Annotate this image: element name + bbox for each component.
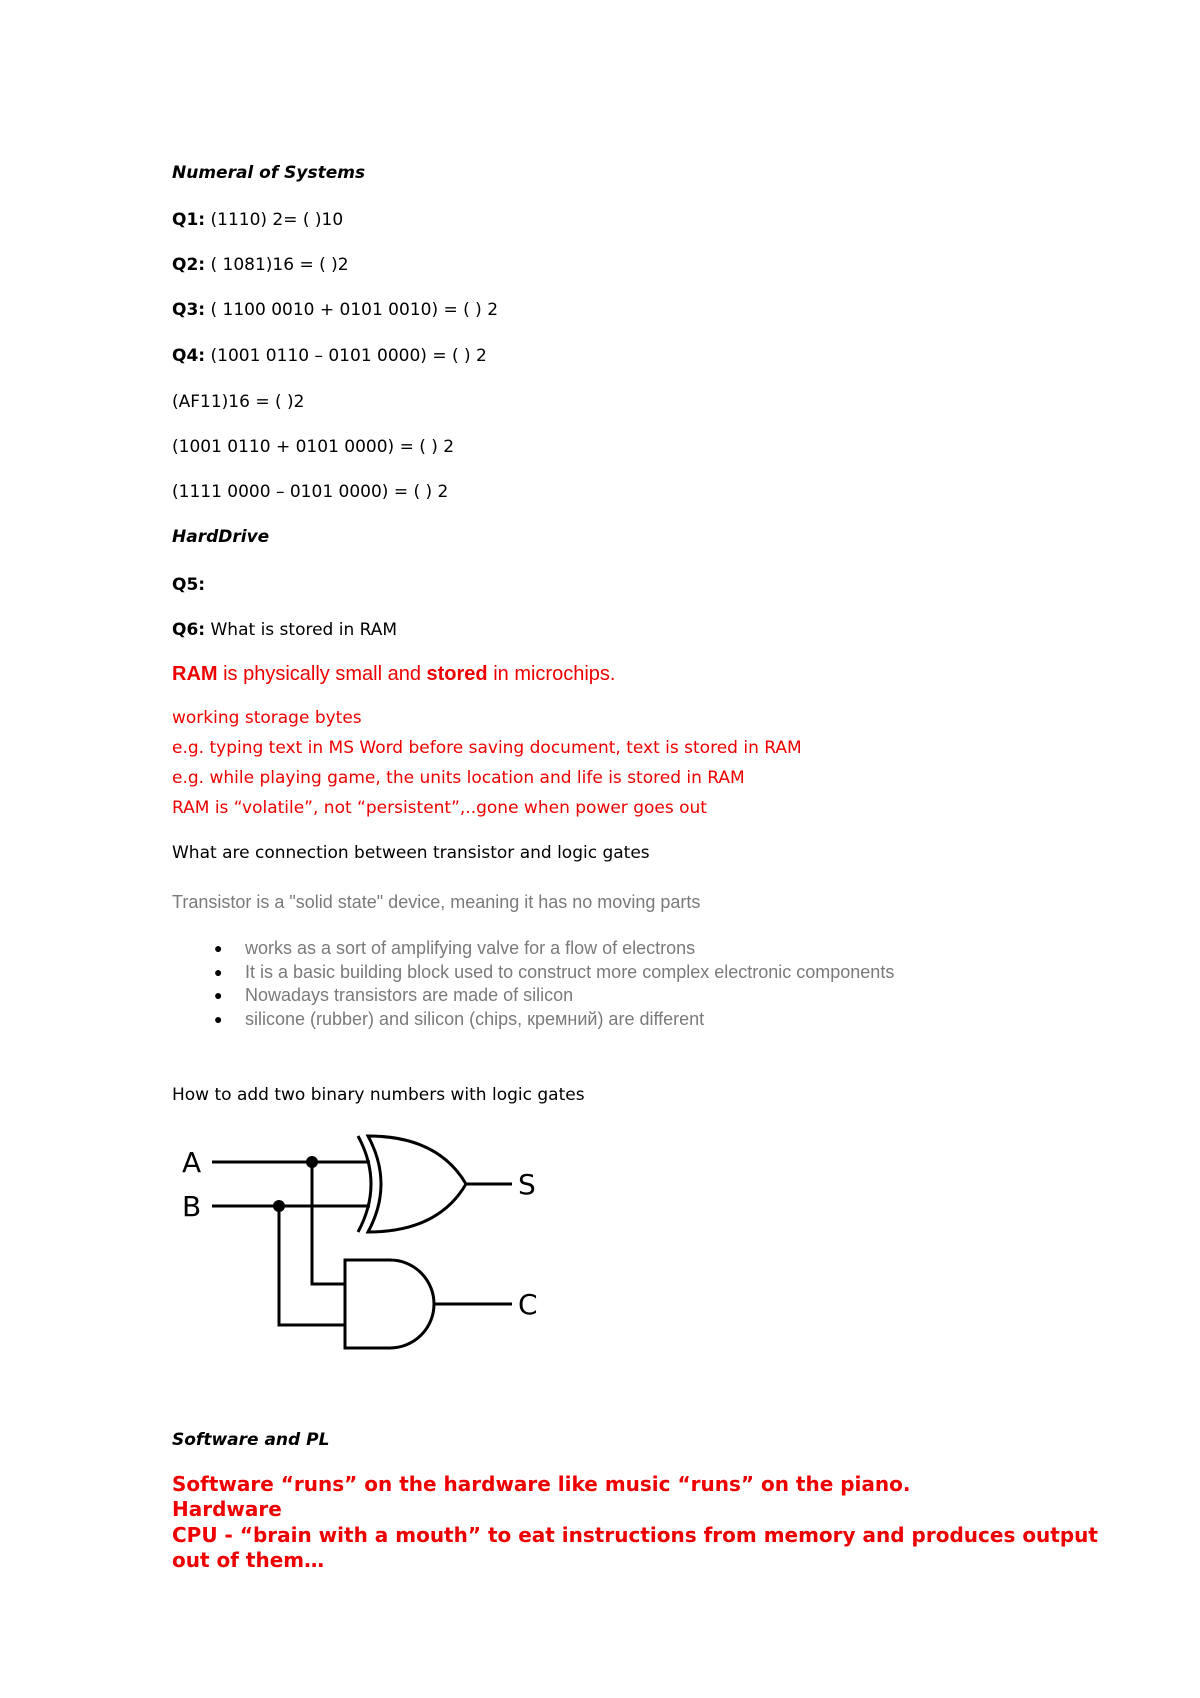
list-item xyxy=(172,961,894,985)
bullet-icon: ● xyxy=(214,987,223,1003)
label-b: B xyxy=(182,1190,202,1223)
bullet-text: It is a basic building block used to construct more complex electronic components xyxy=(245,961,895,982)
ram-line-4: RAM is “volatile”, not “persistent”,..gone when power goes out xyxy=(172,798,707,818)
label-s: S xyxy=(518,1168,536,1201)
bullet-text: silicone (rubber) and silicon (chips, кремний) are different xyxy=(245,1008,705,1029)
q4-label: Q4: xyxy=(172,346,206,366)
ram-line-2: e.g. typing text in MS Word before saving document, text is stored in RAM xyxy=(172,738,802,758)
software-line-1: Software “runs” on the hardware like music “runs” on the piano. xyxy=(172,1472,911,1496)
list-item xyxy=(172,937,894,961)
ram-word: RAM xyxy=(172,663,218,685)
xor-gate xyxy=(368,1136,466,1232)
software-line-2: Hardware xyxy=(172,1497,282,1521)
ram-text-1: is physically small and xyxy=(217,663,427,685)
bullet-icon: ● xyxy=(214,940,223,956)
q6-label: Q6: xyxy=(172,620,206,640)
question-q3 xyxy=(172,300,498,320)
q4-text: (1001 0110 – 0101 0000) = ( ) 2 xyxy=(205,346,487,366)
bullet-icon: ● xyxy=(214,1010,223,1027)
half-adder-diagram xyxy=(170,1120,550,1360)
stored-word: stored xyxy=(426,663,488,685)
q1-text: (1110) 2= ( )10 xyxy=(205,210,344,230)
expr-sub: (1111 0000 – 0101 0000) = ( ) 2 xyxy=(172,482,449,502)
transistor-question: What are connection between transistor and logic gates xyxy=(172,843,650,863)
transistor-intro: Transistor is a "solid state" device, meaning it has no moving parts xyxy=(172,892,701,912)
numeral-heading: Numeral of Systems xyxy=(172,163,366,183)
harddrive-heading: HardDrive xyxy=(172,527,270,547)
ram-answer xyxy=(172,663,615,686)
q6-text: What is stored in RAM xyxy=(205,620,398,640)
question-q4 xyxy=(172,346,487,366)
bullet-text: Nowadays transistors are made of silicon xyxy=(245,985,574,1005)
software-heading: Software and PL xyxy=(172,1430,330,1450)
expr-hex: (AF11)16 = ( )2 xyxy=(172,392,305,412)
wire-a-branch xyxy=(312,1162,345,1284)
ram-line-1: working storage bytes xyxy=(172,708,362,728)
and-gate xyxy=(345,1260,434,1348)
junction-a xyxy=(306,1156,318,1168)
label-a: A xyxy=(182,1146,202,1179)
list-item xyxy=(172,1008,894,1032)
q3-text: ( 1100 0010 + 0101 0010) = ( ) 2 xyxy=(205,300,499,320)
bullet-text: works as a sort of amplifying valve for a flow of electrons xyxy=(245,938,696,958)
question-q6 xyxy=(172,620,397,640)
list-item xyxy=(172,984,894,1008)
q2-text: ( 1081)16 = ( )2 xyxy=(205,255,349,275)
junction-b xyxy=(273,1200,285,1212)
binary-question: How to add two binary numbers with logic gates xyxy=(172,1085,585,1105)
label-c: C xyxy=(518,1288,538,1321)
bullet-icon: ● xyxy=(214,963,223,980)
q3-label: Q3: xyxy=(172,300,206,320)
question-q1 xyxy=(172,210,343,230)
question-q2 xyxy=(172,255,349,275)
xor-back-curve xyxy=(358,1136,371,1232)
q2-label: Q2: xyxy=(172,255,206,275)
software-line-4: out of them… xyxy=(172,1548,325,1572)
q1-label: Q1: xyxy=(172,210,206,230)
expr-add: (1001 0110 + 0101 0000) = ( ) 2 xyxy=(172,437,455,457)
question-q5 xyxy=(172,575,205,595)
q5-label: Q5: xyxy=(172,575,206,595)
ram-text-2: in microchips. xyxy=(487,663,616,685)
transistor-bullet-list xyxy=(172,937,894,1031)
software-line-3: CPU - “brain with a mouth” to eat instructions from memory and produces output xyxy=(172,1523,1098,1547)
ram-line-3: e.g. while playing game, the units location and life is stored in RAM xyxy=(172,768,745,788)
